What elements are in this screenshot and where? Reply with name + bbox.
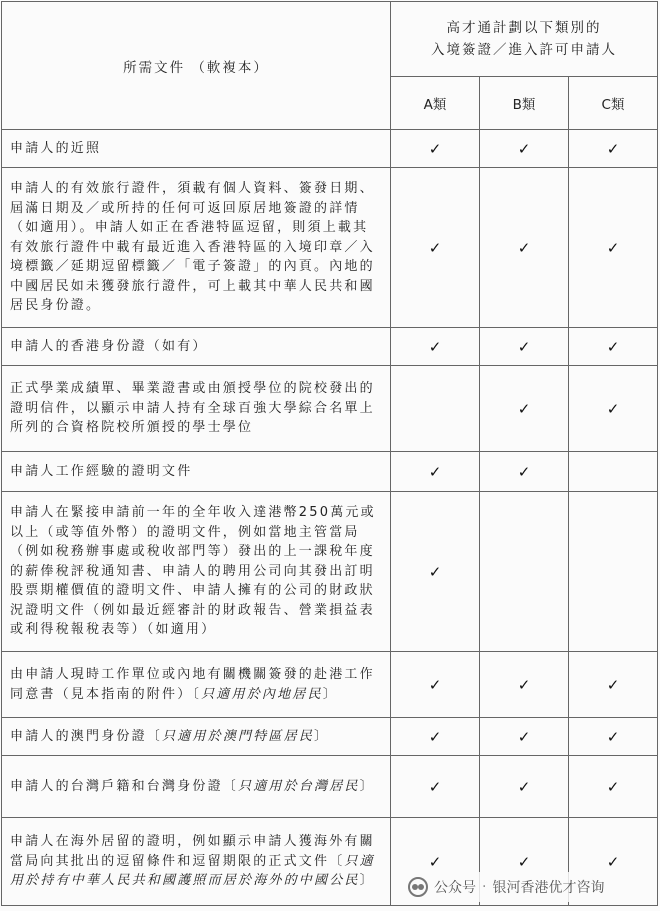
check-icon: ✓ — [606, 852, 620, 871]
cat-a-cell — [391, 756, 480, 818]
check-icon: ✓ — [428, 852, 442, 871]
cat-b-cell — [480, 492, 569, 652]
doc-cell: 申請人的香港身份證（如有） — [2, 328, 391, 366]
check-icon: ✓ — [428, 462, 442, 481]
cat-a-cell — [391, 452, 480, 492]
table-row — [2, 328, 658, 366]
doc-cell: 申請人工作經驗的證明文件 — [2, 452, 391, 492]
check-icon: ✓ — [517, 139, 531, 158]
watermark-account-name: 银河香港优才咨询 — [492, 880, 605, 896]
table-row — [2, 366, 658, 452]
category-a-header: A類 — [391, 77, 480, 130]
doc-note: 只適用於澳門特區居民 — [162, 728, 315, 744]
doc-cell: 正式學業成績單、畢業證書或由頒授學位的院校發出的證明信件，以顯示申請人持有全球百強大學綜合名單上所列的合資格院校所頒授的學士學位 — [2, 366, 391, 452]
cat-c-cell — [569, 718, 658, 756]
cat-c-cell — [569, 452, 658, 492]
check-icon: ✓ — [428, 675, 442, 694]
table-row — [2, 130, 658, 168]
cat-c-cell — [569, 328, 658, 366]
check-icon: ✓ — [517, 399, 531, 418]
table-row — [2, 718, 658, 756]
watermark-separator: · — [482, 879, 487, 895]
check-icon: ✓ — [606, 337, 620, 356]
check-icon: ✓ — [517, 337, 531, 356]
group-header-line2: 入境簽證／進入許可申請人 — [431, 42, 617, 58]
table-row — [2, 452, 658, 492]
check-icon: ✓ — [517, 238, 531, 257]
cat-a-cell — [391, 652, 480, 718]
doc-note: 只適用於持有中華人民共和國護照而居於海外的中國公民 — [10, 853, 375, 889]
cat-b-cell — [480, 168, 569, 328]
doc-cell: 申請人的近照 — [2, 130, 391, 168]
cat-b-cell — [480, 718, 569, 756]
doc-cell: 申請人在海外居留的證明，例如顯示申請人獲海外有關當局向其批出的逗留條件和逗留期限的正式文件〔只適用於持有中華人民共和國護照而居於海外的中國公民〕 — [2, 818, 391, 906]
header-row — [2, 2, 658, 77]
required-documents-table — [1, 1, 658, 906]
check-icon: ✓ — [517, 727, 531, 746]
check-icon: ✓ — [517, 675, 531, 694]
cat-c-cell — [569, 168, 658, 328]
wechat-watermark — [402, 872, 610, 902]
doc-cell: 申請人的有效旅行證件，須載有個人資料、簽發日期、屆滿日期及／或所持的任何可返回原居地簽證的詳情（如適用）。申請人如正在香港特區逗留，則須上載其有效旅行證件中載有最近進入香港特區的入境印章／入境標籤／延期逗留標籤／「電子簽證」的內頁。內地的中國居民如未獲發旅行證件，可上載其中華人民共和國居民身份證。 — [2, 168, 391, 328]
wechat-icon — [408, 877, 428, 897]
cat-a-cell — [391, 328, 480, 366]
check-icon: ✓ — [606, 675, 620, 694]
category-c-header: C類 — [569, 77, 658, 130]
cat-a-cell — [391, 492, 480, 652]
cat-c-cell — [569, 756, 658, 818]
check-icon: ✓ — [428, 562, 442, 581]
cat-a-cell — [391, 366, 480, 452]
cat-b-cell — [480, 328, 569, 366]
check-icon: ✓ — [428, 238, 442, 257]
check-icon: ✓ — [517, 852, 531, 871]
cat-a-cell — [391, 718, 480, 756]
cat-b-cell — [480, 756, 569, 818]
cat-c-cell — [569, 366, 658, 452]
doc-cell: 申請人的台灣戶籍和台灣身份證〔只適用於台灣居民〕 — [2, 756, 391, 818]
cat-b-cell — [480, 452, 569, 492]
watermark-label: 公众号 — [434, 880, 476, 896]
check-icon: ✓ — [517, 777, 531, 796]
check-icon: ✓ — [428, 777, 442, 796]
check-icon: ✓ — [606, 399, 620, 418]
doc-note: 只適用於台灣居民 — [238, 778, 360, 794]
group-header-line1: 高才通計劃以下類別的 — [446, 20, 602, 36]
table-row — [2, 492, 658, 652]
check-icon: ✓ — [428, 727, 442, 746]
cat-c-cell — [569, 492, 658, 652]
cat-c-cell — [569, 652, 658, 718]
check-icon: ✓ — [606, 238, 620, 257]
cat-b-cell — [480, 130, 569, 168]
cat-b-cell — [480, 652, 569, 718]
doc-cell: 申請人的澳門身份證〔只適用於澳門特區居民〕 — [2, 718, 391, 756]
doc-cell: 申請人在緊接申請前一年的全年收入達港幣250萬元或以上（或等值外幣）的證明文件，例如當地主管當局（例如稅務辦事處或稅收部門等）發出的上一課稅年度的薪俸稅評稅通知書、申請人的聘用公司向其發出訂明股票期權價值的證明文件、申請人擁有的公司的財政狀況證明文件（例如最近經審計的財政報告、營業損益表或利得稅報稅表等）（如適用） — [2, 492, 391, 652]
doc-cell: 由申請人現時工作單位或內地有關機關簽發的赴港工作同意書（見本指南的附件）〔只適用於內地居民〕 — [2, 652, 391, 718]
applicant-group-header — [391, 2, 658, 77]
check-icon: ✓ — [428, 139, 442, 158]
table-row — [2, 756, 658, 818]
cat-c-cell — [569, 130, 658, 168]
check-icon: ✓ — [606, 777, 620, 796]
cat-a-cell — [391, 130, 480, 168]
doc-note: 只適用於內地居民 — [201, 686, 323, 702]
table-row — [2, 652, 658, 718]
doc-column-header: 所需文件 （軟複本） — [2, 2, 391, 130]
table-row — [2, 168, 658, 328]
check-icon: ✓ — [606, 727, 620, 746]
check-icon: ✓ — [517, 462, 531, 481]
cat-b-cell — [480, 366, 569, 452]
category-b-header: B類 — [480, 77, 569, 130]
check-icon: ✓ — [606, 139, 620, 158]
check-icon: ✓ — [428, 337, 442, 356]
cat-a-cell — [391, 168, 480, 328]
